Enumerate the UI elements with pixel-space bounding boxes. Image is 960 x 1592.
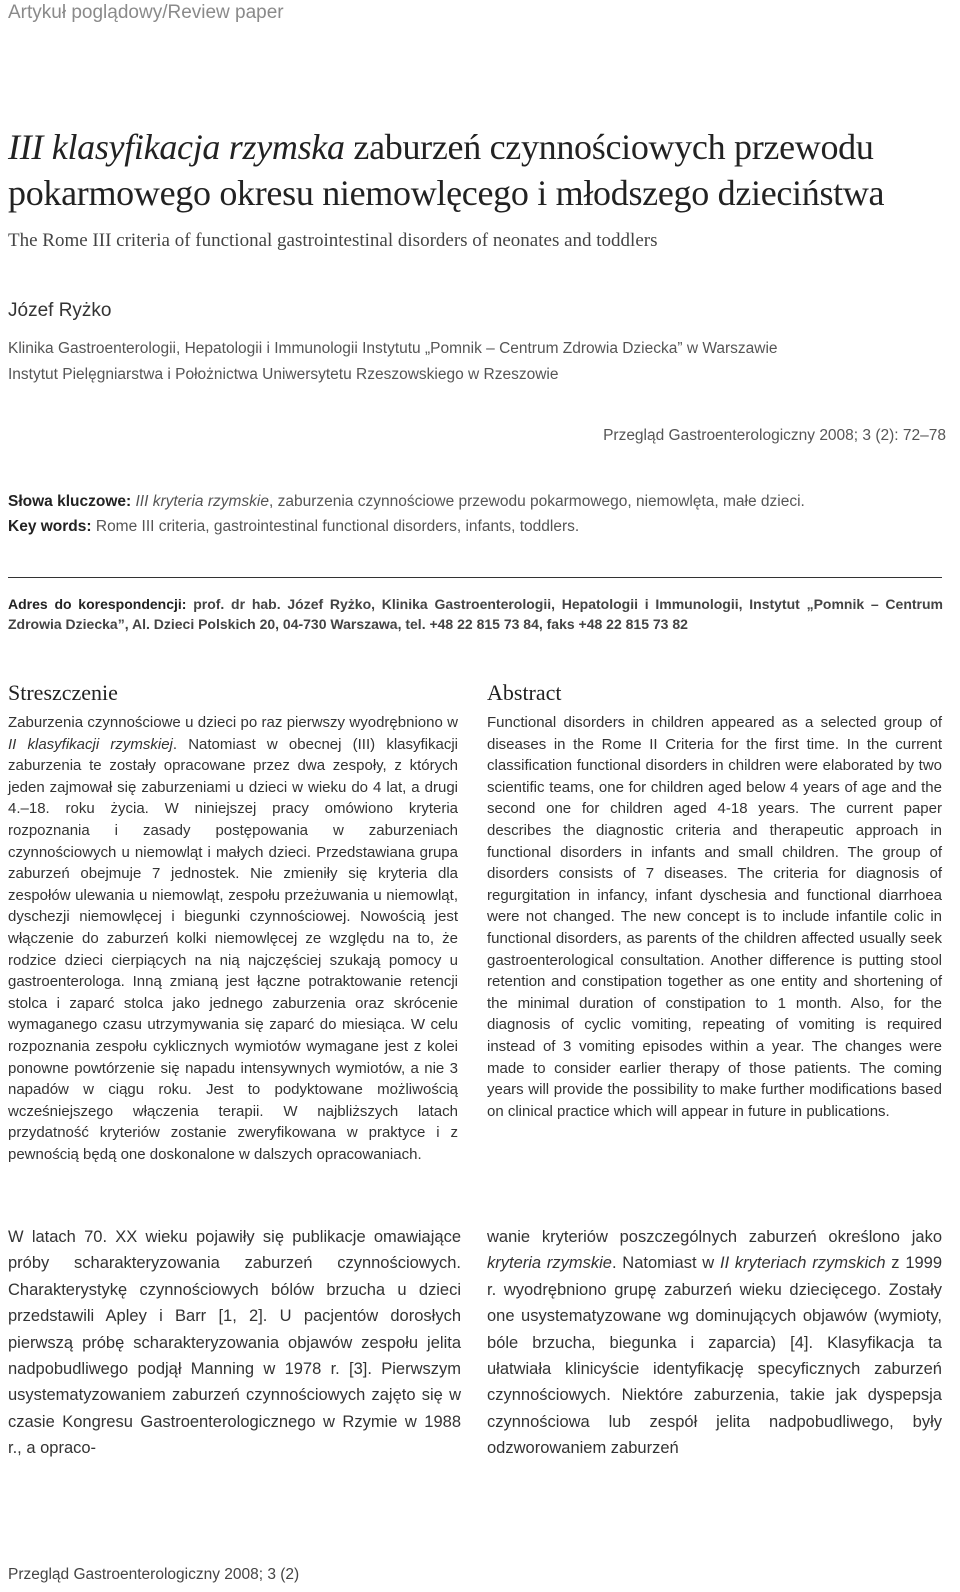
body-column-left: W latach 70. XX wieku pojawiły się publikacje omawiające próby scharakteryzowania zaburzeń czynnościowych. Charakterystykę czynnościowych bólów brzucha u dzieci przedstawili Apley i Barr [1, 2]. U pacjentów dorosłych pierwszą próbę scharakteryzowania objawów zespołu jelita nadpobudliwego podjął Manning w 1978 r. [3]. Pierwszym usystematyzowaniem zaburzeń czynnościowych zajęto się w czasie Kongresu Gastroenterologicznego w Rzymie w 1988 r., a opraco- [8,1228,461,1458]
body-right-italic-1: kryteria rzymskie [487,1254,612,1273]
keywords-pl-italic: III kryteria rzymskie [135,493,269,510]
affiliation-2: Instytut Pielęgniarstwa i Położnictwa Uniwersytetu Rzeszowskiego w Rzeszowie [8,366,559,383]
body-right-b: . Natomiast w [611,1254,720,1273]
keywords-en-label: Key words: [8,518,92,535]
correspondence-text: prof. dr hab. Józef Ryżko, Klinika Gastroenterologii, Hepatologii i Immunologii, Instytut „Pomnik – Centrum Zdrowia Dziecka”, Al. Dzieci Polskich 20, 04-730 Warszawa, tel. +48 22 815 73 84, faks +48 22 815 73 82 [8,596,943,632]
affiliation-1: Klinika Gastroenterologii, Hepatologii i Immunologii Instytutu „Pomnik – Centrum Zdrowia Dziecka” w Warszawie [8,340,778,357]
streszczenie-p2: . Natomiast w obecnej (III) klasyfikacji zaburzenia te zostały opracowane przez dwa zespoły, z których jeden zajmował się zaburzeniami u dzieci w wieku do 4 lat, a drugi 4.–18. roku życia. W niniejszej pracy omówiono kryteria rozpoznania i zasady postępowania w zaburzeniach czynnościowych u niemowląt i małych dzieci. Przedstawiana grupa zaburzeń obejmuje 7 jednostek. Nie zmieniły się kryteria dla zespołów ulewania u niemowląt, zespołu przeżuwania u niemowląt, dyschezji niemowlęcej i biegunki czynnościowej. Nowością jest włączenie do zaburzeń kolki niemowlęcej ze względu na to, że rodzice dzieci cierpiących na nią najczęściej szukają pomocy u gastroenterologa. Inną zmianą jest łączne potraktowanie retencji stolca i zaparć stolca jako jednego zaburzenia oraz skrócenie wymaganego czasu utrzymywania się zaparć do miesiąca. W celu rozpoznania zespołu cyklicznych wymiotów wymagane jest z kolei ponowne powtórzenie się napadu intensywnych wymiotów, a nie 3 napadów w ciągu roku. Jest to podyktowane możliwością wcześniejszego włączenia terapii. W najbliższych latach przydatność kryteriów zostanie zweryfikowana w praktyce i z pewnością będą one doskonalone w dalszych opracowaniach. [8,735,458,1163]
body-right-c: z 1999 r. wyodrębniono grupę zaburzeń wieku dziecięcego. Zostały one usystematyzowane wg dominujących objawów (wymioty, bóle brzucha, biegunka i zaparcia) [4]. Klasyfikacja ta ułatwiała klinicyście identyfikację specyficznych zaburzeń czynnościowych. Niektóre zaburzenia, takie jak dyspepsja czynnościowa lub zespół jelita nadpobudliwego, były odzworowaniem zaburzeń [487,1254,943,1458]
correspondence-label: Adres do korespondencji: [8,596,187,612]
streszczenie-heading: Streszczenie [8,680,118,705]
english-title: The Rome III criteria of functional gastrointestinal disorders of neonates and toddlers [8,230,658,251]
keywords-pl-rest: , zaburzenia czynnościowe przewodu pokarmowego, niemowlęta, małe dzieci. [268,493,805,510]
keywords-pl-label: Słowa kluczowe: [8,493,132,510]
body-right-a: wanie kryteriów poszczególnych zaburzeń określono jako [487,1228,942,1246]
streszczenie-text [8,712,458,1165]
article-title [8,124,953,216]
title-italic-part: III klasyfikacja rzymska [8,127,345,167]
keywords-polish [8,493,953,511]
title-line2: pokarmowego okresu niemowlęcego i młodszego dzieciństwa [8,173,885,213]
article-type-label: Artykuł poglądowy/Review paper [8,2,284,23]
body-right-italic-2: II kryteriach rzymskich [720,1254,886,1273]
body-column-right [487,1224,942,1462]
keywords-en-rest: Rome III criteria, gastrointestinal functional disorders, infants, toddlers. [91,518,580,535]
streszczenie-italic: II klasyfikacji rzymskiej [8,735,173,753]
page-footer: Przegląd Gastroenterologiczny 2008; 3 (2) [8,1566,300,1583]
abstract-text: Functional disorders in children appeared as a selected group of diseases in the Rome II Criteria for the first time. In the current classification functional disorders in children were elaborated by two scientific teams, one for children aged below 4 years of age and the second one for children aged 4-18 years. The current paper describes the diagnostic criteria and therapeutic approach in functional disorders in infants and small children. The group of disorders consists of 7 diseases. The criteria for diagnosis of regurgitation in infancy, infant dyschesia and functional diarrhoea were not changed. The new concept is to include infantile colic in functional disorders, as parents of the children affected usually seek gastroenterological consultation. Another difference is putting stool retention and constipation together as one entity and shortening of the minimal duration of constipation to 1 month. Also, for the diagnosis of cyclic vomiting, repeating of vomiting is required instead of 3 vomiting episodes within a year. The changes were made to consider earlier therapy of those patients. The coming years will provide the possibility to make further modifications based on clinical practice which will appear in future in publications. [487,714,942,1120]
streszczenie-p1: Zaburzenia czynnościowe u dzieci po raz pierwszy wyodrębniono w [8,714,458,731]
journal-citation: Przegląd Gastroenterologiczny 2008; 3 (2): 72–78 [603,427,946,444]
title-line1-rest: zaburzeń czynnościowych przewodu [344,127,874,167]
section-divider [8,577,942,578]
author-name: Józef Ryżko [8,300,112,321]
abstract-heading: Abstract [487,680,562,705]
correspondence-address [8,594,943,634]
keywords-english [8,518,953,536]
